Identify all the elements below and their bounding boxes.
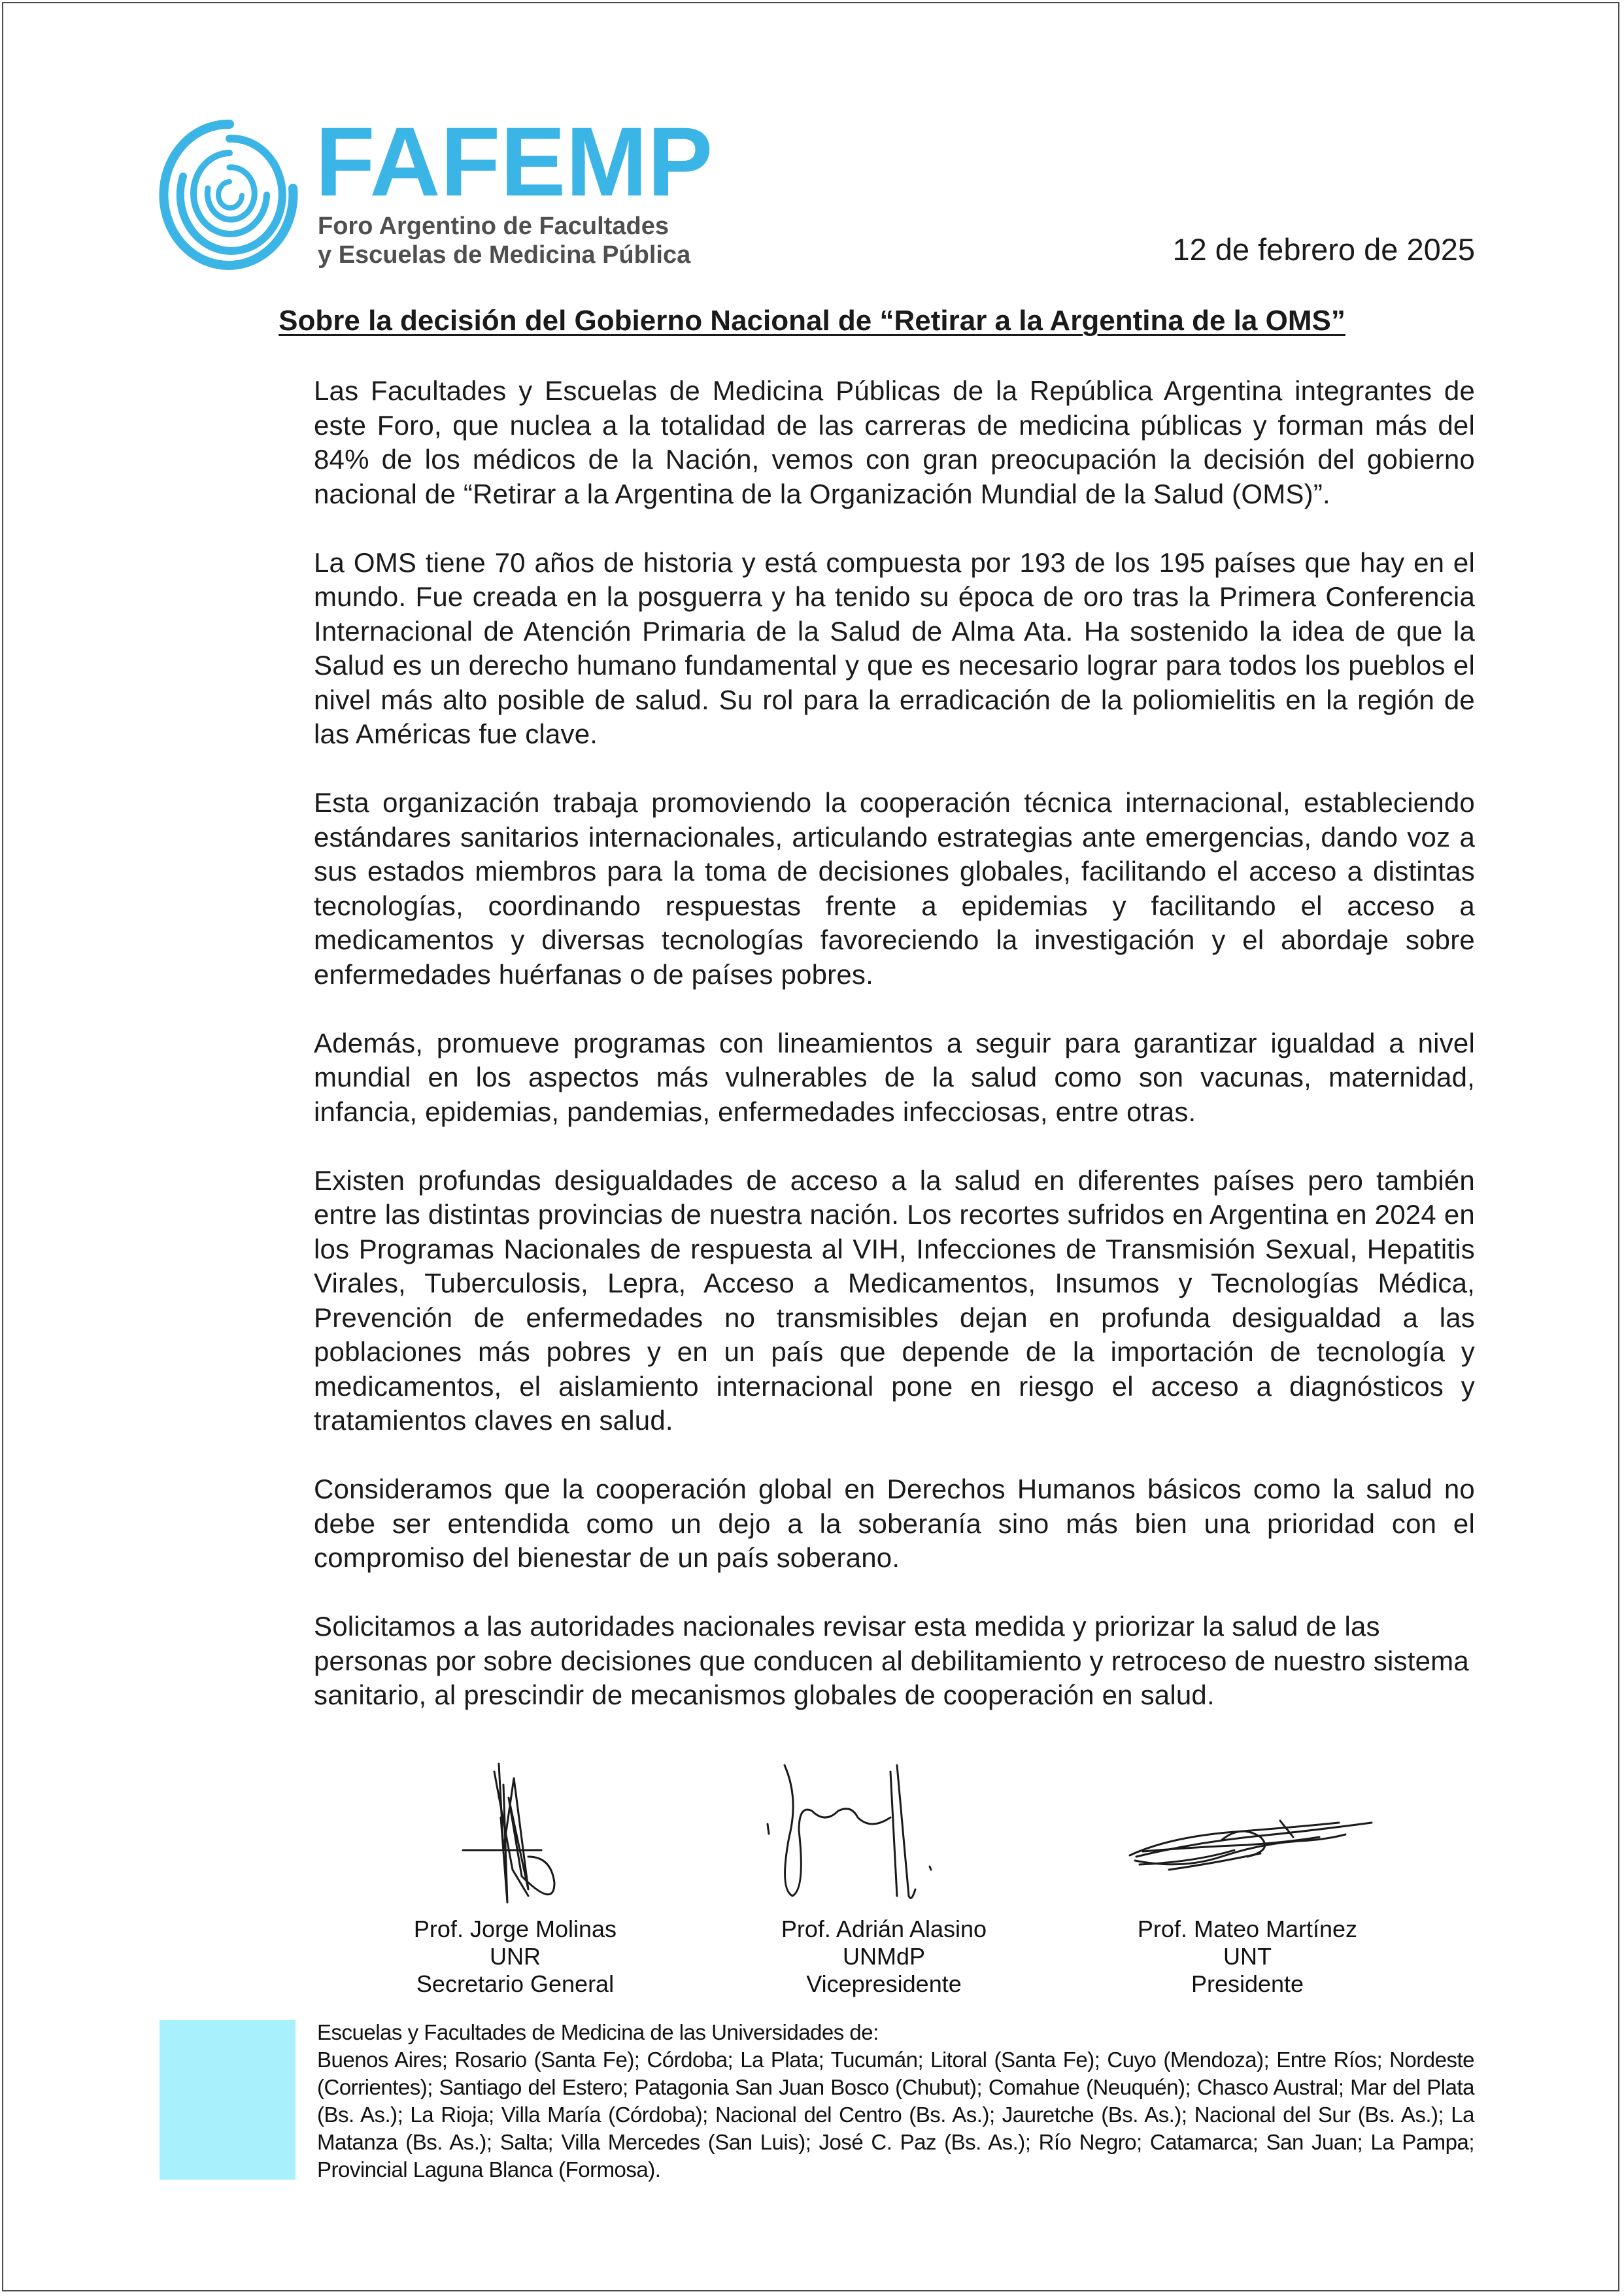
footer-heading: Escuelas y Facultades de Medicina de las Universidades de: [317, 2020, 879, 2044]
signatory-university: UNT [1223, 1943, 1272, 1970]
logo-subtitle-line-2: y Escuelas de Medicina Pública [318, 241, 691, 269]
signatory-name: Prof. Adrián Alasino [781, 1916, 987, 1942]
document-body [314, 374, 1475, 1747]
signatory-role: Vicepresidente [806, 1970, 962, 1997]
signature-block-martinez [1064, 1759, 1430, 2007]
signature-block-alasino [701, 1759, 1067, 2007]
signature-block-molinas [332, 1759, 698, 2007]
document-title: Sobre la decisión del Gobierno Nacional de “Retirar a la Argentina de la OMS” [279, 305, 1345, 337]
signatory-role: Presidente [1191, 1970, 1304, 1997]
paragraph-3: Esta organización trabaja promoviendo la cooperación técnica internacional, estableciendo estándares sanitarios internacionales, articulando estrategias ante emergencias, dando voz a sus estados miembros para la toma de decisiones globales, facilitando el acceso a distintas tecnologías, coordinando respuestas frente a epidemias y facilitando el acceso a medicamentos y diversas tecnologías favoreciendo la investigación y el abordaje sobre enfermedades huérfanas o de países pobres. [314, 787, 1475, 990]
signatory-university: UNR [490, 1943, 541, 1970]
signatory-name: Prof. Mateo Martínez [1137, 1916, 1358, 1942]
handwritten-signature-martinez [1064, 1759, 1430, 1916]
handwritten-signature-molinas [332, 1759, 698, 1916]
paragraph-7: Solicitamos a las autoridades nacionales revisar esta medida y priorizar la salud de las personas por sobre decisiones que conducen al debilitamiento y retroceso de nuestro sistema sanitario, al prescindir de mecanismos globales de cooperación en salud. [314, 1611, 1469, 1710]
paragraph-6: Consideramos que la cooperación global en Derechos Humanos básicos como la salud no debe ser entendida como un dejo a la soberanía sino más bien una prioridad con el compromiso del bienestar de un país soberano. [314, 1474, 1475, 1573]
signatory-role: Secretario General [416, 1970, 615, 1997]
footer-color-block [160, 2020, 296, 2180]
document-date: 12 de febrero de 2025 [1172, 232, 1475, 267]
paragraph-2: La OMS tiene 70 años de historia y está compuesta por 193 de los 195 países que hay en el mundo. Fue creada en la posguerra y ha tenido su época de oro tras la Primera Conferencia Internacional de Atención Primaria de la Salud de Alma Ata. Ha sostenido la idea de que la Salud es un derecho humano fundamental y que es necesario lograr para todos los pueblos el nivel más alto posible de salud. Su rol para la erradicación de la poliomielitis en la región de las Américas fue clave. [314, 547, 1475, 749]
handwritten-signature-alasino [701, 1759, 1067, 1916]
footer-members-list [317, 2019, 1474, 2184]
signatory-university: UNMdP [842, 1943, 926, 1970]
fafemp-logo-icon [157, 116, 302, 275]
logo-subtitle-line-1: Foro Argentino de Facultades [318, 212, 669, 240]
logo-title: FAFEMP [315, 107, 713, 216]
paragraph-4: Además, promueve programas con lineamientos a seguir para garantizar igualdad a nivel mundial en los aspectos más vulnerables de la salud como son vacunas, maternidad, infancia, epidemias, pandemias, enfermedades infecciosas, entre otras. [314, 1027, 1475, 1127]
paragraph-1: Las Facultades y Escuelas de Medicina Públicas de la República Argentina integrantes de este Foro, que nuclea a la totalidad de las carreras de medicina públicas y forman más del 84% de los médicos de la Nación, vemos con gran preocupación la decisión del gobierno nacional de “Retirar a la Argentina de la Organización Mundial de la Salud (OMS)”. [314, 375, 1475, 509]
paragraph-5: Existen profundas desigualdades de acceso a la salud en diferentes países pero también entre las distintas provincias de nuestra nación. Los recortes sufridos en Argentina en 2024 en los Programas Nacionales de respuesta al VIH, Infecciones de Transmisión Sexual, Hepatitis Virales, Tuberculosis, Lepra, Acceso a Medicamentos, Insumos y Tecnologías Médica, Prevención de enfermedades no transmisibles dejan en profunda desigualdad a las poblaciones más pobres y en un país que depende de la importación de tecnología y medicamentos, el aislamiento internacional pone en riesgo el acceso a diagnósticos y tratamientos claves en salud. [314, 1164, 1475, 1436]
footer-universities: Buenos Aires; Rosario (Santa Fe); Córdoba; La Plata; Tucumán; Litoral (Santa Fe); Cuyo (Mendoza); Entre Ríos; Nordeste (Corrientes); Santiago del Estero; Patagonia San Juan Bosco (Chubut); Comahue (Neuquén); Chasco Austral; Mar del Plata (Bs. As.); La Rioja; Villa María (Córdoba); Nacional del Centro (Bs. As.); Jauretche (Bs. As.); Nacional del Sur (Bs. As.); La Matanza (Bs. As.); Salta; Villa Mercedes (San Luis); José C. Paz (Bs. As.); Río Negro; Catamarca; San Juan; La Pampa; Provincial Laguna Blanca (Formosa). [317, 2048, 1474, 2182]
signatory-name: Prof. Jorge Molinas [413, 1916, 617, 1942]
